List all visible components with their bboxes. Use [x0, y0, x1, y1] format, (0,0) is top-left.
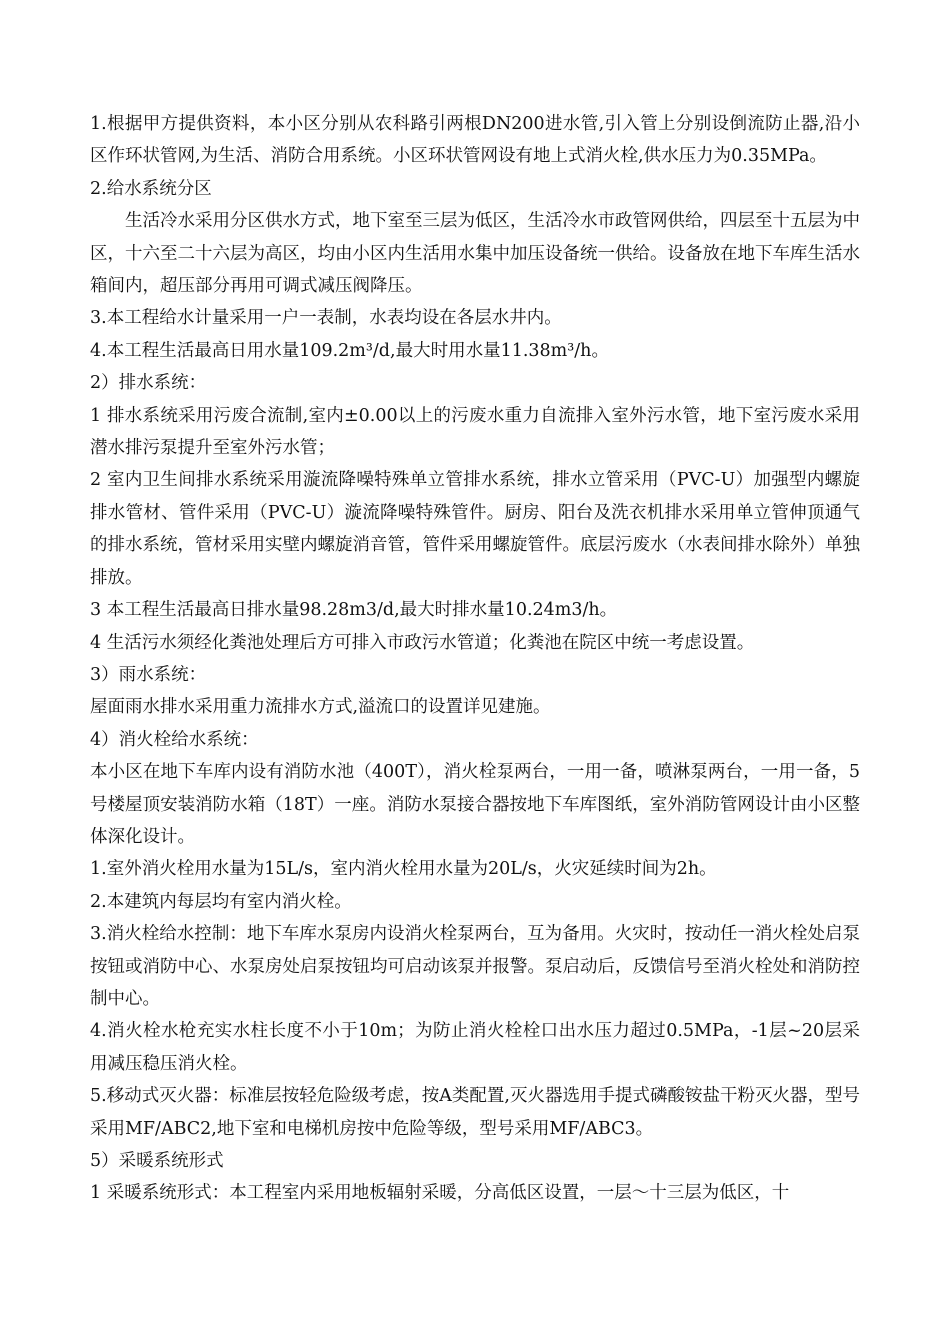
heading-rainwater-system: 3）雨水系统：: [90, 664, 207, 685]
paragraph-drainage-3: 3 本工程生活最高日排水量98.28m3/d,最大时排水量10.24m3/h。: [90, 600, 618, 621]
paragraph-hydrant-3: 3.消火栓给水控制：地下车库水泵房内设消火栓泵两台，互为备用。火灾时，按动任一消火栓处启泵按钮或消防中心、水泵房处启泵按钮均可启动该泵并报警。泵启动后，反馈信号至消火栓处和消防控制中心。: [90, 924, 860, 1009]
paragraph-rainwater: 屋面雨水排水采用重力流排水方式,溢流口的设置详见建施。: [90, 697, 551, 718]
paragraph-drainage-2: 2 室内卫生间排水系统采用漩流降噪特殊单立管排水系统，排水立管采用（PVC-U）加强型内螺旋排水管材、管件采用（PVC-U）漩流降噪特殊管件。厨房、阳台及洗衣机排水采用单立管伸顶通气的排水系统，管材采用实壁内螺旋消音管，管件采用螺旋管件。底层污废水（水表间排水除外）单独排放。: [90, 470, 860, 588]
paragraph-hydrant-1: 1.室外消火栓用水量为15L/s，室内消火栓用水量为20L/s，火灾延续时间为2h。: [90, 859, 717, 880]
paragraph-water-metering: 3.本工程给水计量采用一户一表制，水表均设在各层水井内。: [90, 308, 562, 329]
paragraph-water-consumption: 4.本工程生活最高日用水量109.2m³/d,最大时用水量11.38m³/h。: [90, 340, 609, 361]
heading-water-supply-zoning: 2.给水系统分区: [90, 178, 212, 199]
paragraph-hydrant-5: 5.移动式灭火器：标准层按轻危险级考虑，按A类配置,灭火器选用手提式磷酸铵盐干粉灭火器，型号采用MF/ABC2,地下室和电梯机房按中危险等级，型号采用MF/ABC3。: [90, 1086, 860, 1139]
paragraph-zoning-detail: 生活冷水采用分区供水方式，地下室至三层为低区，生活冷水市政管网供给，四层至十五层为中区，十六至二十六层为高区，均由小区内生活用水集中加压设备统一供给。设备放在地下车库生活水箱间内，超压部分再用可调式减压阀降压。: [90, 211, 860, 297]
paragraph-drainage-4: 4 生活污水须经化粪池处理后方可排入市政污水管道；化粪池在院区中统一考虑设置。: [90, 632, 755, 653]
heading-drainage-system: 2）排水系统：: [90, 373, 207, 394]
paragraph-hydrant-2: 2.本建筑内每层均有室内消火栓。: [90, 891, 352, 912]
heading-heating-system: 5）采暖系统形式: [90, 1151, 224, 1171]
paragraph-hydrant-overview: 本小区在地下车库内设有消防水池（400T），消火栓泵两台，一用一备，喷淋泵两台，一用一备，5号楼屋顶安装消防水箱（18T）一座。消防水泵接合器按地下车库图纸，室外消防管网设计由小区整体深化设计。: [90, 762, 860, 847]
paragraph-water-supply-source: 1.根据甲方提供资料，本小区分别从农科路引两根DN200进水管,引入管上分别设倒流防止器,沿小区作环状管网,为生活、消防合用系统。小区环状管网设有地上式消火栓,供水压力为0.35MPa。: [90, 114, 860, 167]
document-page: [90, 108, 860, 1210]
paragraph-heating-1: 1 采暖系统形式：本工程室内采用地板辐射采暖，分高低区设置，一层～十三层为低区，十: [90, 1183, 790, 1204]
heading-hydrant-system: 4）消火栓给水系统：: [90, 729, 259, 750]
paragraph-drainage-1: 1 排水系统采用污废合流制,室内±0.00以上的污废水重力自流排入室外污水管，地下室污废水采用潜水排污泵提升至室外污水管；: [90, 405, 860, 459]
paragraph-hydrant-4: 4.消火栓水枪充实水柱长度不小于10m；为防止消火栓栓口出水压力超过0.5MPa，-1层~20层采用减压稳压消火栓。: [90, 1021, 860, 1074]
